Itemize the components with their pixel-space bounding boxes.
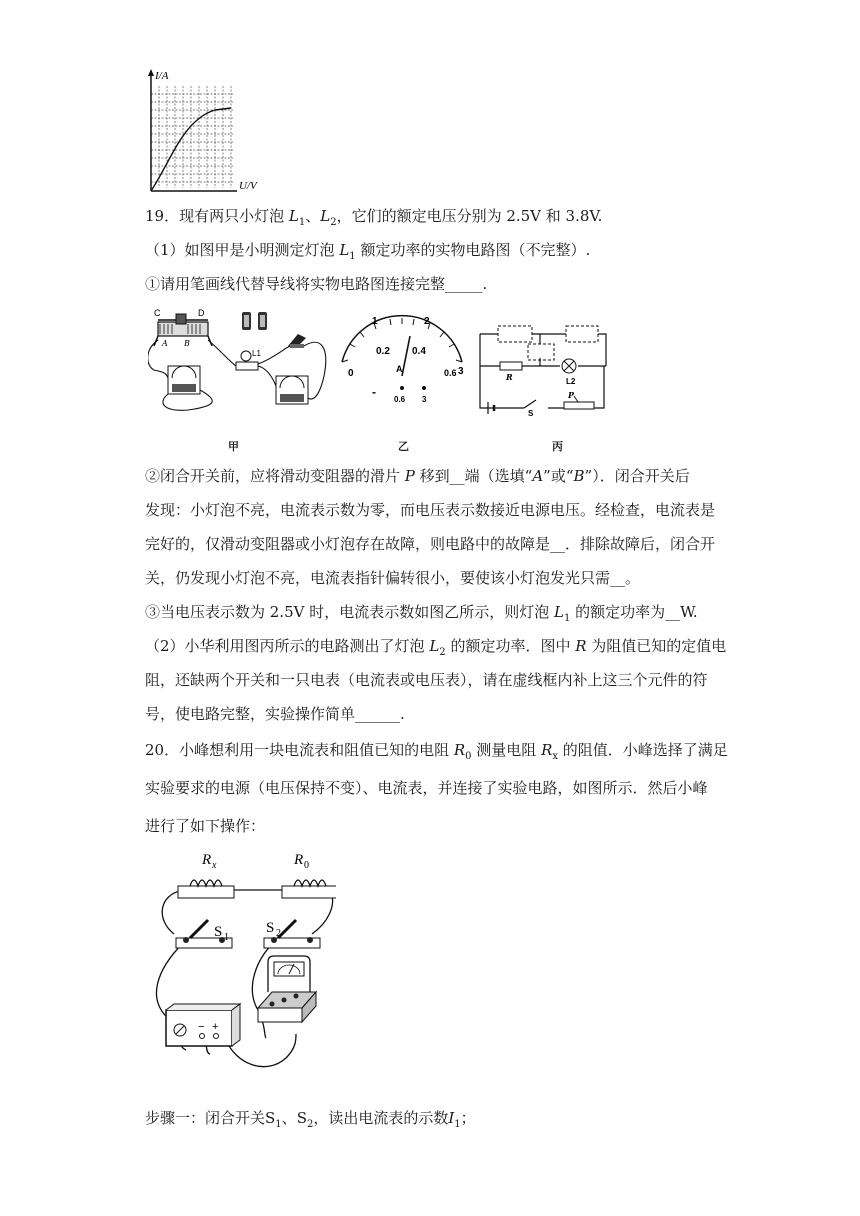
meter-left [168,366,200,394]
ammeter [258,956,316,1022]
graph-ylabel: I/A [155,70,169,82]
svg-text:A: A [396,364,403,374]
svg-text:R: R [506,372,513,382]
q19-part2-line2: 发现：小灯泡不亮，电流表示数为零，而电压表示数接近电源电压。经检查，电流表是 [145,501,716,519]
q20-line2: 实验要求的电源（电压保持不变）、电流表，并连接了实验电路，如图所示．然后小峰 [145,779,708,797]
q20-line1: 20．小峰想利用一块电流表和阻值已知的电阻 $R_0$ 测量电阻 $R_x$ 的阻值．小峰选择了满足 [145,741,728,762]
svg-text:1: 1 [224,932,229,943]
switch-s [524,400,536,408]
svg-text:A: A [162,339,168,348]
svg-text:2: 2 [424,316,430,327]
svg-text:D: D [198,308,205,318]
svg-text:C: C [154,308,161,318]
svg-text:P: P [568,390,575,400]
svg-text:0.6: 0.6 [394,395,406,404]
q19-instruction-1: ①请用笔画线代替导线将实物电路图连接完整_____. [145,275,488,293]
svg-text:0.6: 0.6 [444,368,457,378]
svg-text:L1: L1 [252,349,261,358]
iu-graph-figure [145,66,265,198]
svg-text:2: 2 [276,928,281,939]
svg-text:3: 3 [422,395,427,404]
svg-text:S: S [214,924,223,940]
rheostat-p [564,402,594,409]
svg-text:S: S [266,920,275,936]
q19-part2-line4: 关，仍发现小灯泡不亮，电流表指针偏转很小，要使该小灯泡发光只需__。 [145,569,641,587]
label-yi: 乙 [398,440,409,453]
q19-part4-line2: 阻，还缺两个开关和一只电表（电流表或电压表），请在虚线框内补上这三个元件的符 [145,671,708,689]
svg-text:0.4: 0.4 [412,346,426,357]
svg-text:3: 3 [458,366,464,377]
figure-q20-circuit [146,850,336,1082]
dashed-boxes [498,326,598,360]
svg-text:R: R [202,852,212,868]
meter-needle [402,336,410,376]
figure-bing [474,318,614,418]
circuit-wires [480,334,606,408]
q20-line3: 进行了如下操作： [145,817,266,835]
iu-graph [145,66,265,198]
svg-text:0: 0 [304,860,309,871]
svg-text:0: 0 [348,368,354,379]
svg-text:−: − [198,1021,205,1033]
figure-yi [334,314,470,410]
switch [288,334,306,348]
q19-part4-line1: （2）小华利用图丙所示的电路测出了灯泡 $L_2$ 的额定功率．图中 R 为阻值已知的定值电 [145,637,727,658]
label-jia: 甲 [228,440,239,453]
meter-ticks [342,318,462,362]
svg-text:+: + [212,1021,219,1033]
figure-jia [148,306,338,418]
q20-step1: 步骤一：闭合开关$S_1$、$S_2$，读出电流表的示数$I_1$； [145,1109,476,1130]
battery-cells [242,312,267,330]
svg-text:R: R [294,852,304,868]
svg-text:-: - [372,385,376,399]
meter-right [276,376,308,404]
resistor-rx [178,880,234,898]
label-bing: 丙 [552,440,563,453]
q19-part2-line3: 完好的，仅滑动变阻器或小灯泡存在故障，则电路中的故障是__．排除故障后，闭合开 [145,535,716,553]
q19-part2-line1: ②闭合开关前，应将滑动变阻器的滑片 P 移到__端（选填“A”或“B”）．闭合开关后 [145,467,690,485]
svg-text:x: x [212,860,217,871]
svg-text:1: 1 [372,316,378,327]
resistor-r0 [282,880,336,898]
resistor-r [500,362,522,370]
svg-text:B: B [184,339,190,348]
graph-xlabel: U/V [239,180,257,192]
svg-text:0.2: 0.2 [376,346,390,357]
q19-part4-line3: 号，使电路完整，实验操作简单______. [145,705,405,723]
q19-part3: ③当电压表示数为 2.5V 时，电流表示数如图乙所示，则灯泡 $L_1$ 的额定功率为__W. [145,603,698,624]
q19-title: 19．现有两只小灯泡 $L_1$、$L_2$，它们的额定电压分别为 2.5V 和 3.8V. [145,207,603,228]
svg-text:S: S [528,409,534,418]
q19-part1: （1）如图甲是小明测定灯泡 $L_1$ 额定功率的实物电路图（不完整）. [145,241,591,262]
svg-text:L2: L2 [566,377,576,386]
